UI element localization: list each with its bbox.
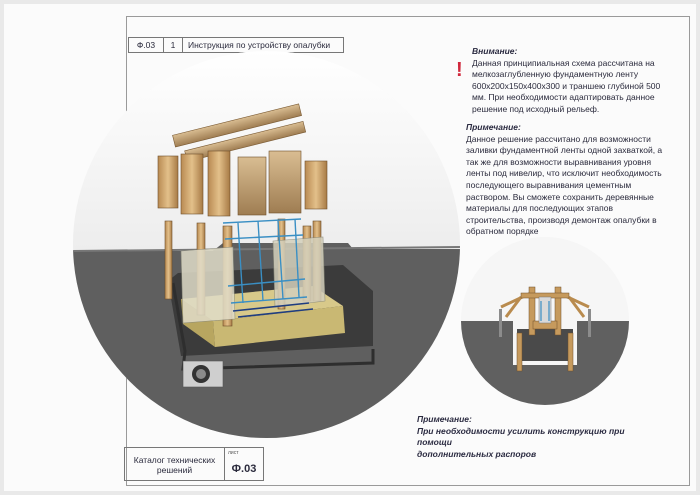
warning-heading: Внимание: [472, 46, 518, 56]
remark-heading-2: Примечание: [417, 414, 472, 424]
remark-note-2 [417, 414, 647, 460]
catalog-label: Каталог технических решений [125, 448, 225, 480]
sheet-label: лист [228, 450, 239, 456]
title-block [124, 447, 264, 481]
remark-text-1: Данное решение рассчитано для возможности заливки фундаментной ленты одной захваткой, а так же для возможности выравнивания уровня ленты под нивелир, что исключит необходимость последующего выравнивания цементным раствором. Вы сможете сохранить деревянные материалы для последующих этапов строительства, производя демонтаж опалубки в обратном порядке [466, 133, 663, 237]
header-title: Инструкция по устройству опалубки [188, 40, 331, 50]
remark-note-1 [466, 122, 674, 238]
header-number: 1 [164, 38, 183, 52]
remark-text-2: При необходимости усилить конструкцию при помощи дополнительных распоров [417, 425, 625, 459]
remark-heading-1: Примечание: [466, 122, 521, 132]
warning-text: Данная принципиальная схема рассчитана на мелкозаглубленную фундаментную ленту 600х200х150х400х300 и траншею глубиной 500 мм. При необходимости адаптировать данное решение под исходный рельеф. [472, 57, 661, 114]
header-code: Ф.03 [129, 38, 164, 52]
cross-section-diagram [461, 237, 629, 405]
formwork-illustration [73, 51, 460, 438]
warning-note [472, 46, 672, 116]
sheet-value: Ф.03 [231, 463, 257, 475]
sheet-number-cell [225, 448, 263, 480]
warning-icon: ! [456, 59, 463, 81]
